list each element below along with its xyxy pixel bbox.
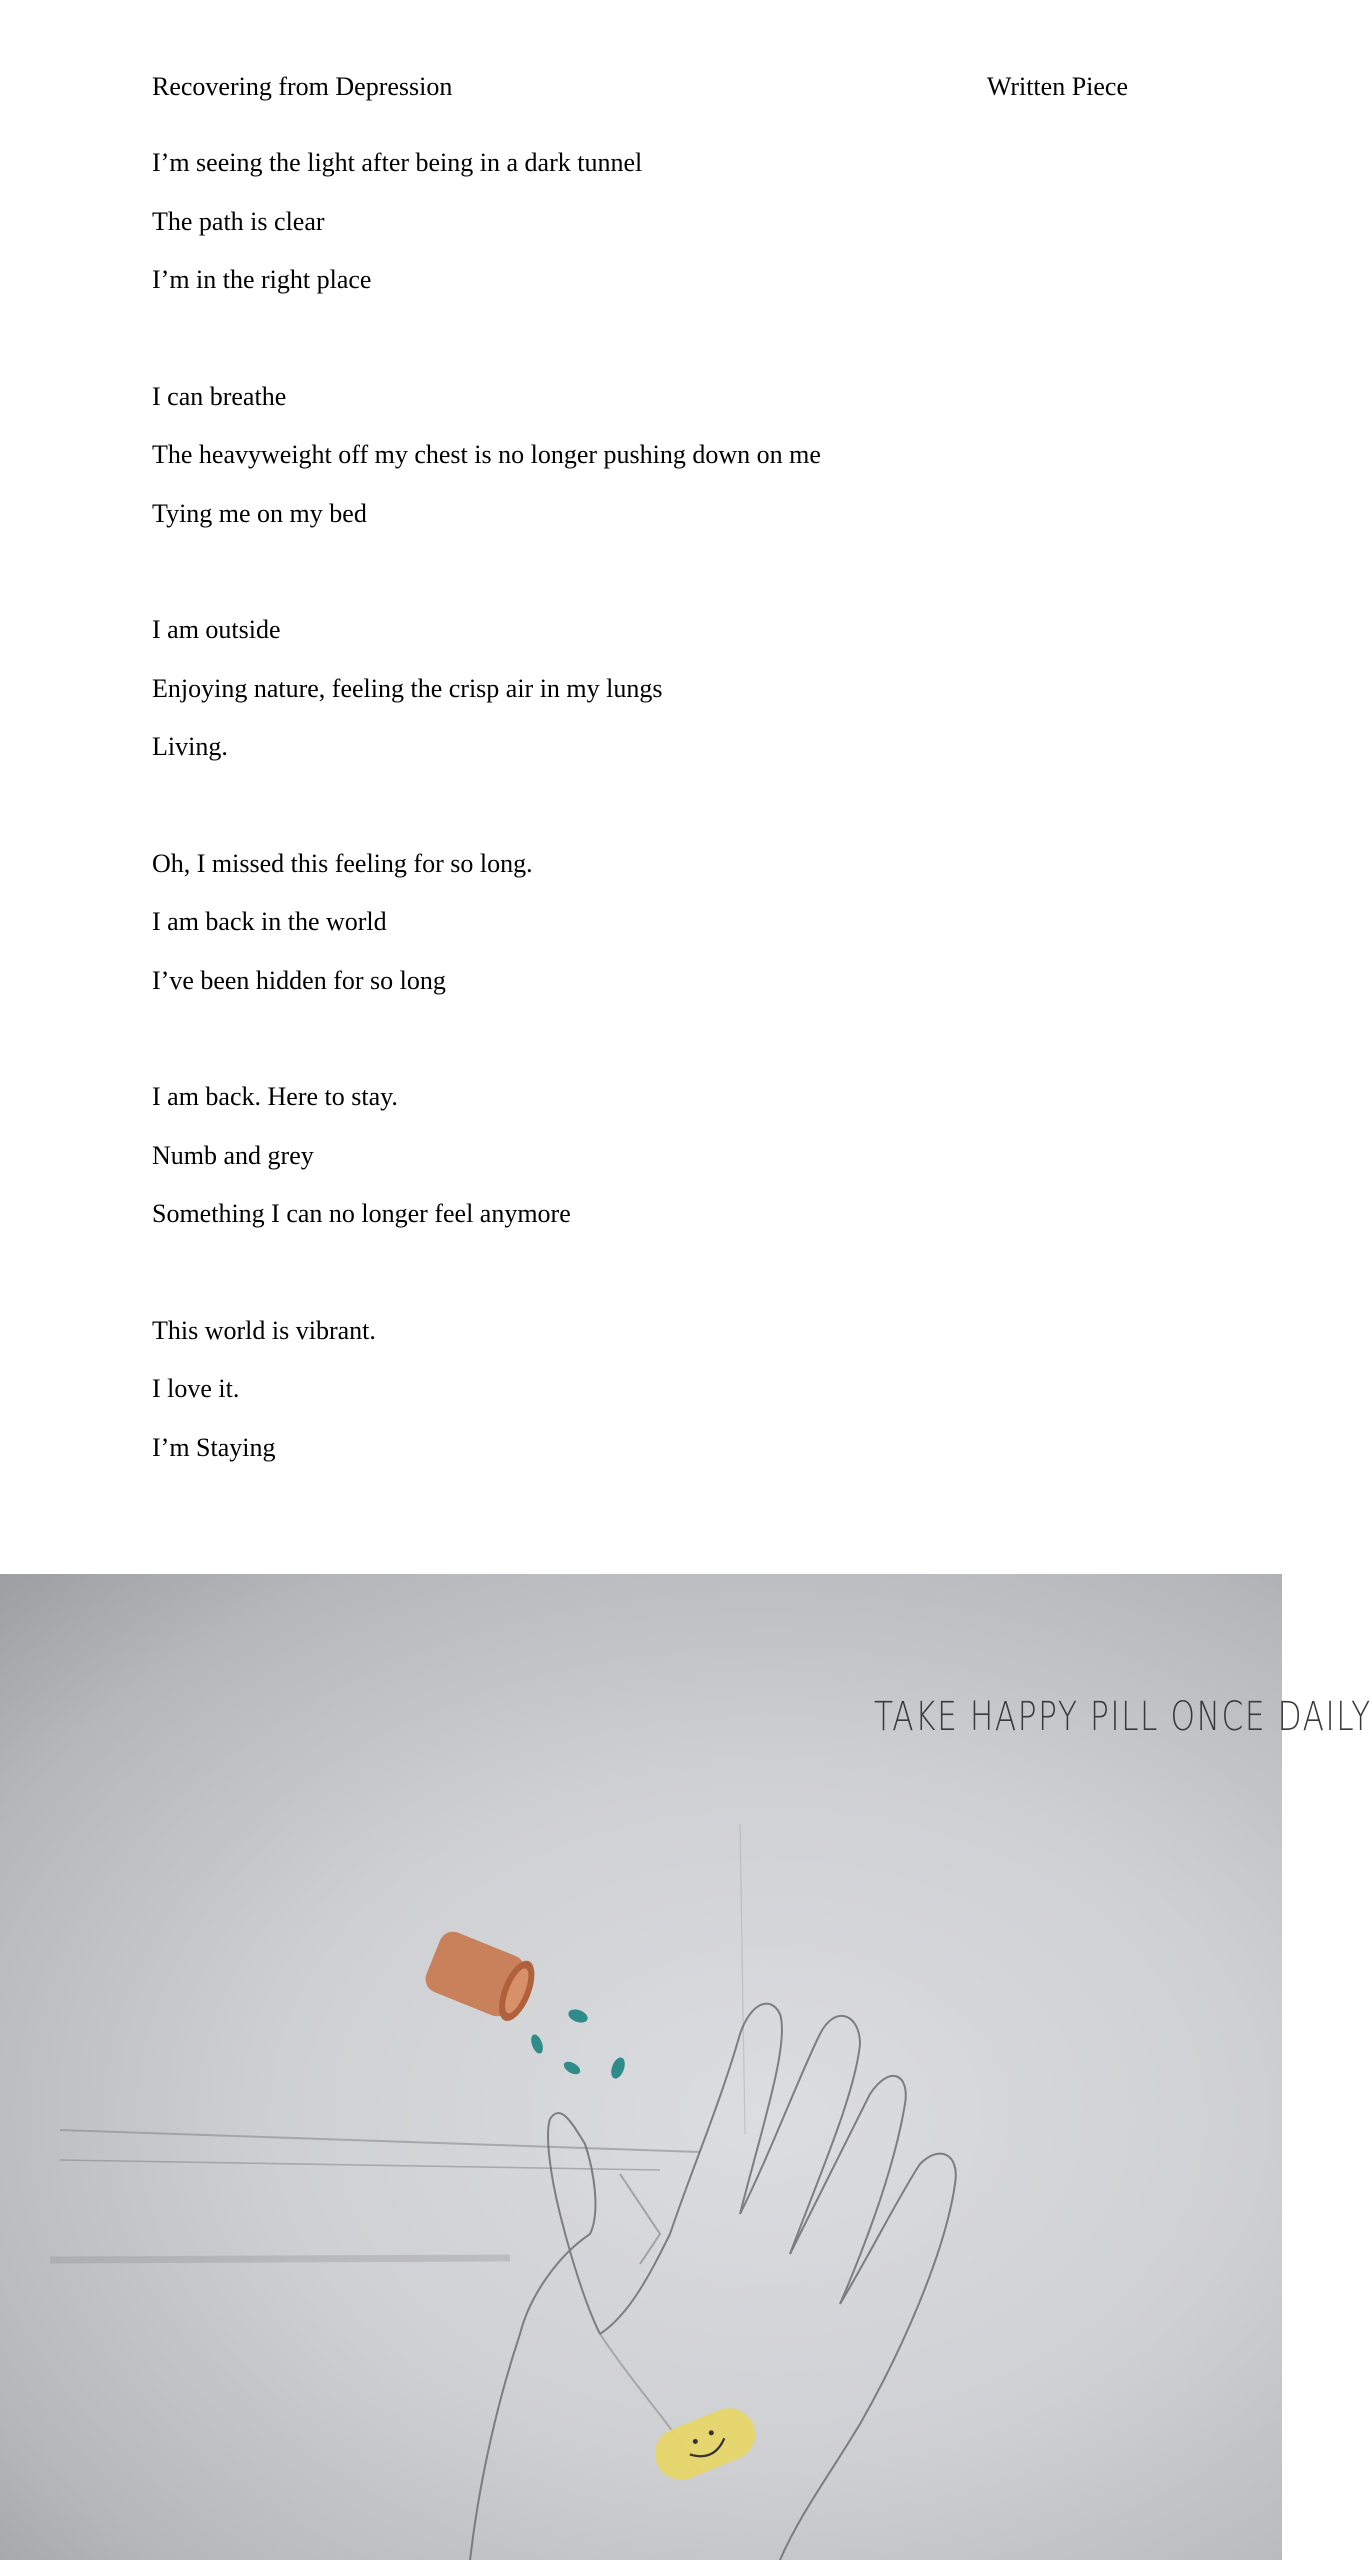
poem-line: Tying me on my bed	[152, 498, 367, 528]
table-lines	[50, 1824, 745, 2260]
poem-line: I’m seeing the light after being in a dark tunnel	[152, 148, 643, 177]
poem-line: Oh, I missed this feeling for so long.	[152, 848, 533, 878]
poem-line: I am back in the world	[152, 907, 387, 936]
poem	[152, 148, 1132, 1491]
page-header	[152, 72, 1128, 112]
falling-pills	[529, 2007, 628, 2080]
drawing-caption: TAKE HAPPY PILL ONCE DAILY	[874, 1694, 1372, 1740]
document-title: Recovering from Depression	[152, 72, 453, 101]
poem-line: I’ve been hidden for so long	[152, 965, 446, 995]
pencil-drawing	[0, 1574, 1372, 2560]
document-type-label: Written Piece	[986, 72, 1128, 101]
poem-line: I’m in the right place	[152, 265, 372, 294]
poem-line: I’m Staying	[152, 1432, 276, 1462]
poem-line: Numb and grey	[152, 1140, 314, 1170]
poem-line: Enjoying nature, feeling the crisp air in my lungs	[152, 673, 663, 703]
pill-bottle-icon	[421, 1927, 541, 2025]
poem-line: I can breathe	[152, 381, 287, 411]
stanza-6	[152, 1316, 1132, 1463]
poem-line: Something I can no longer feel anymore	[152, 1199, 571, 1228]
happy-pill-icon	[647, 2400, 763, 2487]
stanza-1	[152, 148, 1132, 295]
poem-line: This world is vibrant.	[152, 1315, 376, 1345]
poem-line: I am back. Here to stay.	[152, 1082, 398, 1111]
poem-line: Living.	[152, 732, 228, 761]
poem-line: The heavyweight off my chest is no longer pushing down on me	[152, 440, 821, 469]
stanza-2	[152, 382, 1132, 529]
stanza-4	[152, 849, 1132, 996]
stanza-3	[152, 615, 1132, 762]
hand-pill-illustration	[0, 1574, 1282, 2560]
stanza-5	[152, 1082, 1132, 1229]
poem-line: The path is clear	[152, 206, 325, 236]
poem-line: I love it.	[152, 1374, 240, 1403]
hand-outline	[470, 2004, 956, 2560]
poem-line: I am outside	[152, 615, 281, 644]
